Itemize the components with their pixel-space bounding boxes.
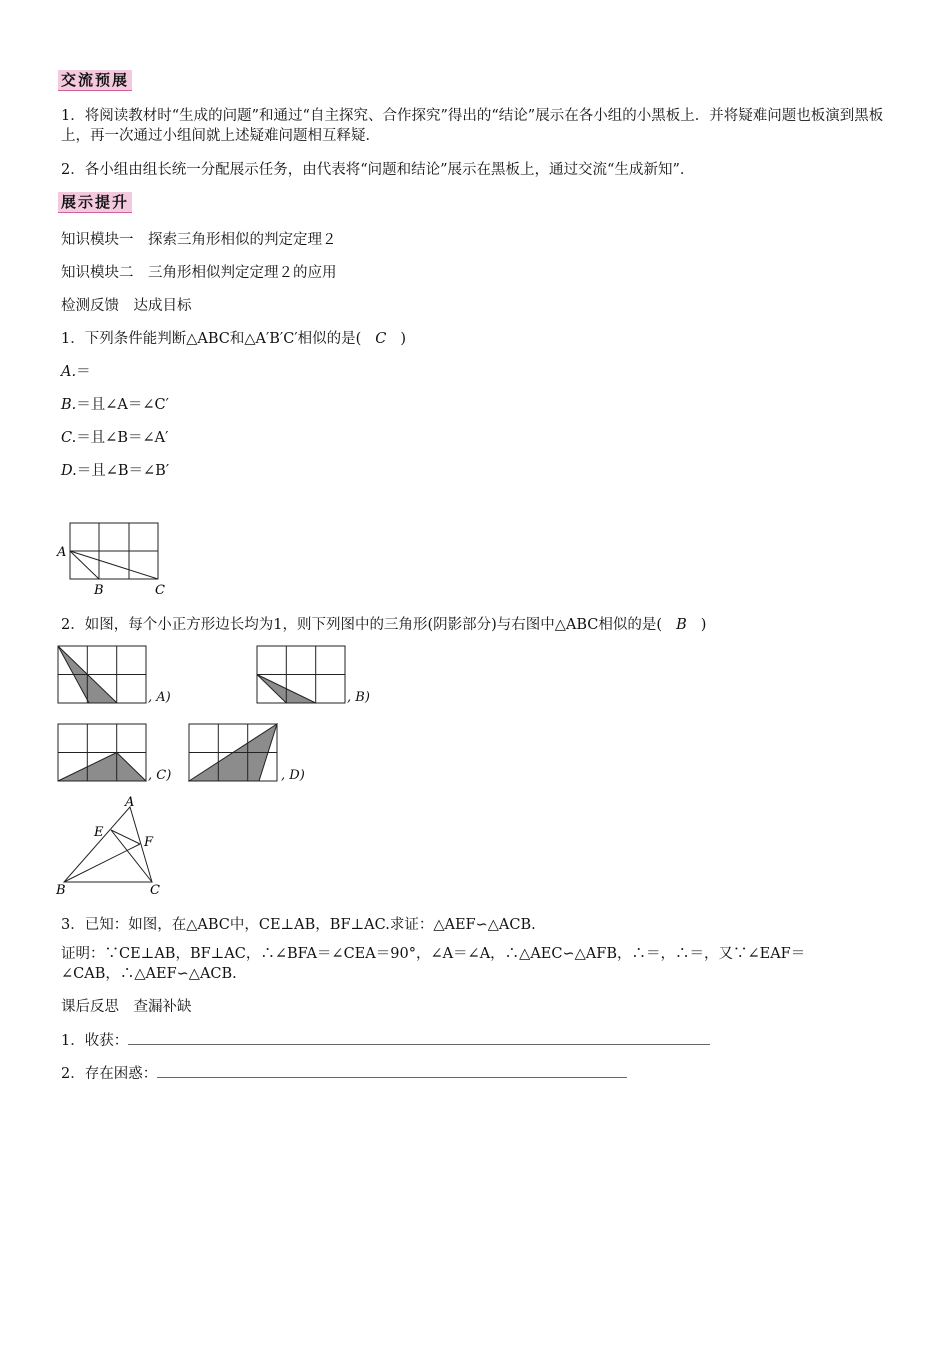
question-2-option-d-figure: [188, 723, 280, 783]
question-1-stem: [61, 327, 406, 348]
option-letter: B.: [61, 397, 77, 413]
gain-label: 1．收获：: [61, 1033, 129, 1049]
module-1-heading: 知识模块一 探索三角形相似的判定定理２: [61, 232, 337, 248]
question-2-option-c-figure: [57, 723, 149, 783]
question-2-option-b-figure: [256, 645, 348, 705]
figure-label-c: C: [150, 883, 160, 898]
option-text: ＝: [76, 364, 91, 380]
gain-blank: [128, 1030, 710, 1045]
question-3-figure: [52, 796, 172, 900]
option-text: ＝且∠A＝∠C′: [76, 397, 169, 413]
question-2-option-a-figure: [57, 645, 149, 705]
module-2-heading: 知识模块二 三角形相似判定定理２的应用: [61, 265, 337, 281]
question-1-option-c: [61, 426, 168, 447]
section-tag-improve: 展示提升: [58, 192, 132, 213]
section-tag-exchange: 交流预展: [58, 70, 132, 91]
exchange-item-2: 2．各小组由组长统一分配展示任务，由代表将“问题和结论”展示在黑板上，通过交流“生成新知”．: [61, 162, 695, 178]
option-a-label: , A): [148, 690, 171, 705]
figure-label-b: B: [56, 883, 66, 898]
question-1-answer: C: [375, 331, 387, 347]
check-heading: 检测反馈 达成目标: [61, 298, 192, 314]
confusion-blank: [157, 1063, 627, 1078]
question-1-close: ): [400, 331, 407, 347]
question-2-reference-figure: [52, 518, 182, 600]
option-d-label: , D): [281, 768, 305, 783]
option-letter: D.: [61, 463, 77, 479]
option-text: ＝且∠B＝∠B′: [76, 463, 170, 479]
question-2-stem: [61, 613, 706, 634]
question-2-answer: B: [676, 617, 687, 633]
reflection-gain: [61, 1029, 710, 1050]
option-c-label: , C): [148, 768, 172, 783]
question-2-close: ): [700, 617, 707, 633]
figure-label-e: E: [94, 825, 104, 840]
question-2-text: 2．如图，每个小正方形边长均为1，则下列图中的三角形(阴影部分)与右图中△ABC相似的是(: [61, 617, 663, 633]
question-1-option-d: [61, 459, 169, 480]
question-1-option-b: [61, 393, 169, 414]
exchange-item-1: 1．将阅读教材时“生成的问题”和通过“自主探究、合作探究”得出的“结论”展示在各小组的小黑板上．并将疑难问题也板演到黑板上，再一次通过小组间就上述疑难问题相互释疑．: [61, 108, 884, 144]
figure-label-b: B: [94, 583, 104, 598]
option-letter: A.: [61, 364, 77, 380]
confusion-label: 2．存在困惑：: [61, 1066, 158, 1082]
figure-label-a: A: [57, 545, 67, 560]
figure-label-a: A: [125, 796, 135, 810]
option-b-label: , B): [347, 690, 370, 705]
question-1-text: 1．下列条件能判断△ABC和△A′B′C′相似的是(: [61, 331, 362, 347]
figure-label-f: F: [144, 835, 154, 850]
reflection-heading: 课后反思 查漏补缺: [61, 999, 192, 1015]
figure-label-c: C: [155, 583, 165, 598]
option-text: ＝且∠B＝∠A′: [76, 430, 169, 446]
question-3-stem: 3．已知：如图，在△ABC中，CE⊥AB，BF⊥AC.求证：△AEF∽△ACB.: [61, 917, 536, 933]
question-1-option-a: [61, 360, 91, 381]
question-3-proof: 证明：∵CE⊥AB，BF⊥AC，∴∠BFA＝∠CEA＝90°，∠A＝∠A，∴△AEC∽△AFB，∴＝，∴＝，又∵∠EAF＝∠CAB，∴△AEF∽△ACB.: [61, 946, 806, 982]
option-letter: C.: [61, 430, 77, 446]
reflection-confusion: [61, 1062, 627, 1083]
